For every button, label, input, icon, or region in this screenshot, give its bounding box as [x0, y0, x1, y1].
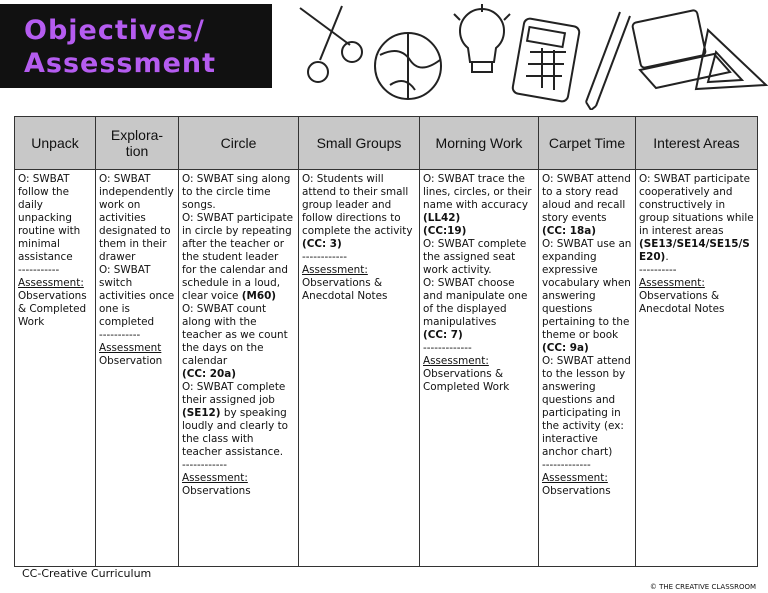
title-line-1: Objectives/ — [24, 15, 205, 46]
cell-carpet-time: O: SWBAT attend to a story read aloud and recall story events (CC: 18a) O: SWBAT use an expanding expressive vocabulary when answering questions pertaining to the theme or book (CC: 9a) O: SWBAT attend to the lesson by answering questions and participating in the activity (ex: interactive anchor chart) ------------- Assessment: Observations — [539, 170, 636, 567]
cell-morning-work: O: SWBAT trace the lines, circles, or their name with accuracy (LL42) (CC:19) O: SWBAT complete the assigned seat work activity. O: SWBAT choose and manipulate one of the displayed manipulatives (CC: 7) ------------- Assessment: Observations & Completed Work — [420, 170, 539, 567]
school-clipart — [290, 0, 768, 110]
table-header-row — [15, 117, 758, 170]
lightbulb-icon — [454, 4, 510, 72]
column-header-exploration: Explora- tion — [96, 117, 179, 170]
calculator-icon — [512, 18, 580, 103]
scissors-icon — [300, 6, 362, 82]
title-line-2: Assessment — [24, 48, 217, 79]
copyright-text: © THE CREATIVE CLASSROOM — [649, 583, 756, 591]
column-header-interest-areas: Interest Areas — [636, 117, 758, 170]
column-header-morning-work: Morning Work — [420, 117, 539, 170]
column-header-circle: Circle — [179, 117, 299, 170]
pencil-icon — [586, 12, 630, 110]
footer-note: CC-Creative Curriculum — [22, 567, 152, 580]
triangle-ruler-icon — [696, 30, 766, 89]
title-banner — [0, 4, 272, 88]
cell-unpack: O: SWBAT follow the daily unpacking routine with minimal assistance ----------- Assessment: Observations & Completed Work — [15, 170, 96, 567]
cell-small-groups: O: Students will attend to their small group leader and follow directions to complete the activity (CC: 3) ------------ Assessment: Observations & Anecdotal Notes — [299, 170, 420, 567]
column-header-small-groups: Small Groups — [299, 117, 420, 170]
page-title — [24, 14, 216, 80]
cell-circle: O: SWBAT sing along to the circle time songs. O: SWBAT participate in circle by repeating after the teacher or the student leader for the calendar and schedule in a loud, clear voice (M60) O: SWBAT count along with the teacher as we count the days on the calendar (CC: 20a) O: SWBAT complete their assigned job (SE12) by speaking loudly and clearly to the class with teacher assistance. ------------ Assessment: Observations — [179, 170, 299, 567]
cell-exploration: O: SWBAT independently work on activities designated to them in their drawer O: SWBAT switch activities once one is completed ----------- Assessment Observation — [96, 170, 179, 567]
column-header-unpack: Unpack — [15, 117, 96, 170]
table-row — [15, 170, 758, 567]
globe-icon — [375, 33, 441, 99]
laptop-icon — [632, 10, 730, 88]
cell-interest-areas: O: SWBAT participate cooperatively and constructively in group situations while in interest areas (SE13/SE14/SE15/SE20). ---------- Assessment: Observations & Anecdotal Notes — [636, 170, 758, 567]
column-header-carpet-time: Carpet Time — [539, 117, 636, 170]
objectives-table — [14, 116, 758, 567]
